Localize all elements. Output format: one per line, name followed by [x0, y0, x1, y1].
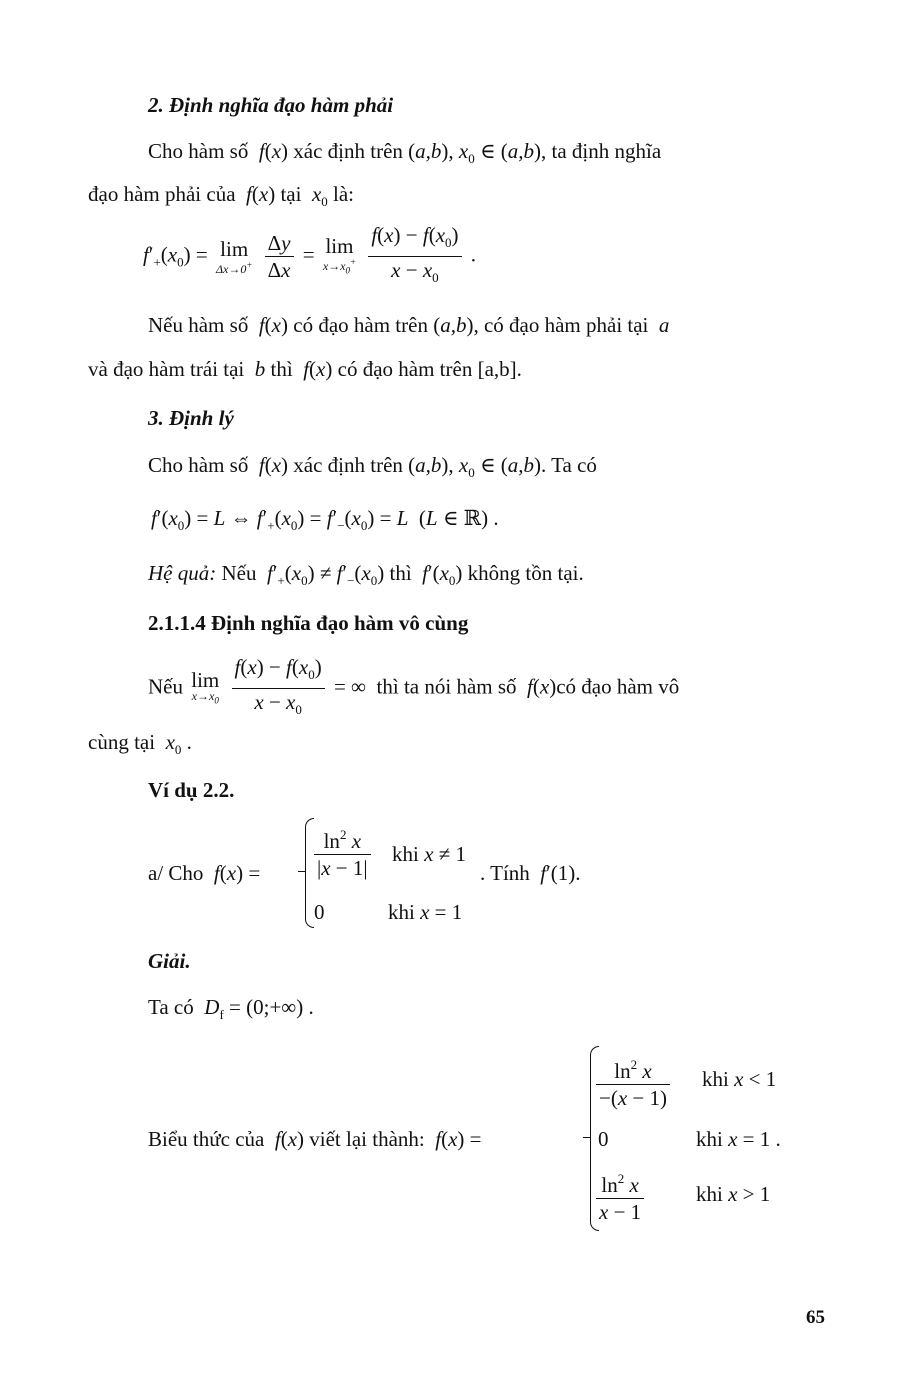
text: Biểu thức của	[148, 1127, 265, 1151]
paragraph-line: cùng tại $x_0$ .	[88, 730, 192, 757]
left-brace-tip	[298, 871, 305, 872]
paragraph-line: và đạo hàm trái tại b thì f(x) có đạo hàm trên [a,b].	[88, 357, 522, 381]
text: cùng tại	[88, 730, 156, 754]
section-title-right-derivative: 2. Định nghĩa đạo hàm phải	[148, 93, 394, 117]
rewrite-line: Biểu thức của f(x) viết lại thành: f(x) =	[148, 1127, 482, 1151]
paragraph-line: đạo hàm phải của f(x) tại $x_0$ là:	[88, 182, 355, 209]
text: khi	[696, 1127, 723, 1151]
rewrite-cond-2: khi x = 1 .	[696, 1127, 781, 1151]
left-brace-tip	[583, 1137, 590, 1138]
text: , ta định nghĩa	[541, 139, 662, 163]
paragraph-line: Cho hàm số f(x) xác định trên (a,b), $x_0$ ∈ (a,b), ta định nghĩa	[148, 139, 662, 166]
piecewise-cond-2: khi x = 1	[388, 900, 463, 924]
text: , có đạo hàm phải tại	[473, 313, 649, 337]
text: viết lại thành:	[309, 1127, 425, 1151]
text: . Tính	[480, 861, 530, 885]
text: có đạo hàm trên [a,b].	[337, 357, 522, 381]
text: Cho hàm số	[148, 453, 249, 477]
text: xác định trên	[293, 139, 403, 163]
text: Cho hàm số	[148, 139, 249, 163]
page-number: 65	[806, 1307, 825, 1328]
text: Ta có	[148, 995, 194, 1019]
rewrite-cond-3: khi x > 1	[696, 1182, 771, 1206]
rewrite-case-3: $\frac{\ln^2 x}{x - 1}$	[596, 1166, 648, 1225]
text: thì ta nói hàm số	[376, 674, 517, 699]
theorem-formula: $f'(x_0) = L$ ⇔ $f'_+(x_0) = f'_-(x_0) = L$ (L ∈ ℝ) .	[151, 506, 499, 533]
text: đạo hàm phải của	[88, 182, 236, 206]
text: là:	[333, 182, 355, 206]
example-title: Ví dụ 2.2.	[148, 778, 235, 802]
piecewise-case-1: $\frac{\ln^2 x}{|x - 1|}$	[314, 822, 375, 881]
text: và đạo hàm trái tại	[88, 357, 245, 381]
text: có đạo hàm vô	[556, 674, 680, 699]
text: Nếu	[221, 561, 257, 585]
text: xác định trên	[293, 453, 403, 477]
compute-text: . Tính f′(1).	[480, 861, 581, 885]
text: khi	[696, 1182, 723, 1206]
section-title-theorem: 3. Định lý	[148, 406, 234, 430]
corollary-line: Hệ quả: Nếu $f'_+(x_0) \ne f'_-(x_0)$ thì $f'(x_0)$ không tồn tại.	[148, 561, 584, 588]
text: a/ Cho	[148, 861, 204, 885]
text: . Ta có	[541, 453, 597, 477]
text: khi	[702, 1067, 729, 1091]
text: thì	[389, 561, 412, 585]
example-intro: a/ Cho f(x) =	[148, 861, 261, 885]
right-derivative-formula: $f'_+(x_0) = \lim$ Δx→0+ $\frac{\Delta y}{\Delta x}$ = lim $x\to x_0^+$ $\frac{f(x) - f(x_0)}{x - x_0}$ .	[143, 223, 477, 285]
corollary-label: Hệ quả:	[148, 561, 217, 585]
text: khi	[392, 842, 419, 866]
piecewise-case-2: 0	[314, 900, 325, 924]
left-brace	[305, 818, 314, 928]
domain-line: Ta có $D_f$ = (0;+∞) .	[148, 995, 314, 1022]
text: tại	[280, 182, 302, 206]
text: có đạo hàm trên	[293, 313, 428, 337]
section-title-infinite-derivative: 2.1.1.4 Định nghĩa đạo hàm vô cùng	[148, 611, 469, 635]
text: khi	[388, 900, 415, 924]
text: không tồn tại.	[467, 561, 584, 585]
rewrite-cond-1: khi x < 1	[702, 1067, 777, 1091]
paragraph-line: Cho hàm số f(x) xác định trên (a,b), $x_0$ ∈ (a,b). Ta có	[148, 453, 597, 480]
rewrite-case-1: $\frac{\ln^2 x}{-(x - 1)}$	[596, 1052, 674, 1111]
piecewise-cond-1: khi x ≠ 1	[392, 842, 466, 866]
text: Nếu	[148, 674, 183, 699]
rewrite-case-2: 0	[598, 1127, 609, 1151]
solution-label: Giải.	[148, 949, 191, 973]
text: thì	[270, 357, 293, 381]
paragraph-line: Nếu hàm số f(x) có đạo hàm trên (a,b), có đạo hàm phải tại a	[148, 313, 670, 337]
infinite-derivative-line: Nếu lim $x\to x_0$ $\frac{f(x) - f(x_0)}{x - x_0}$ = ∞ thì ta nói hàm số f(x)có đạo hàm vô	[148, 655, 680, 717]
text: Nếu hàm số	[148, 313, 249, 337]
